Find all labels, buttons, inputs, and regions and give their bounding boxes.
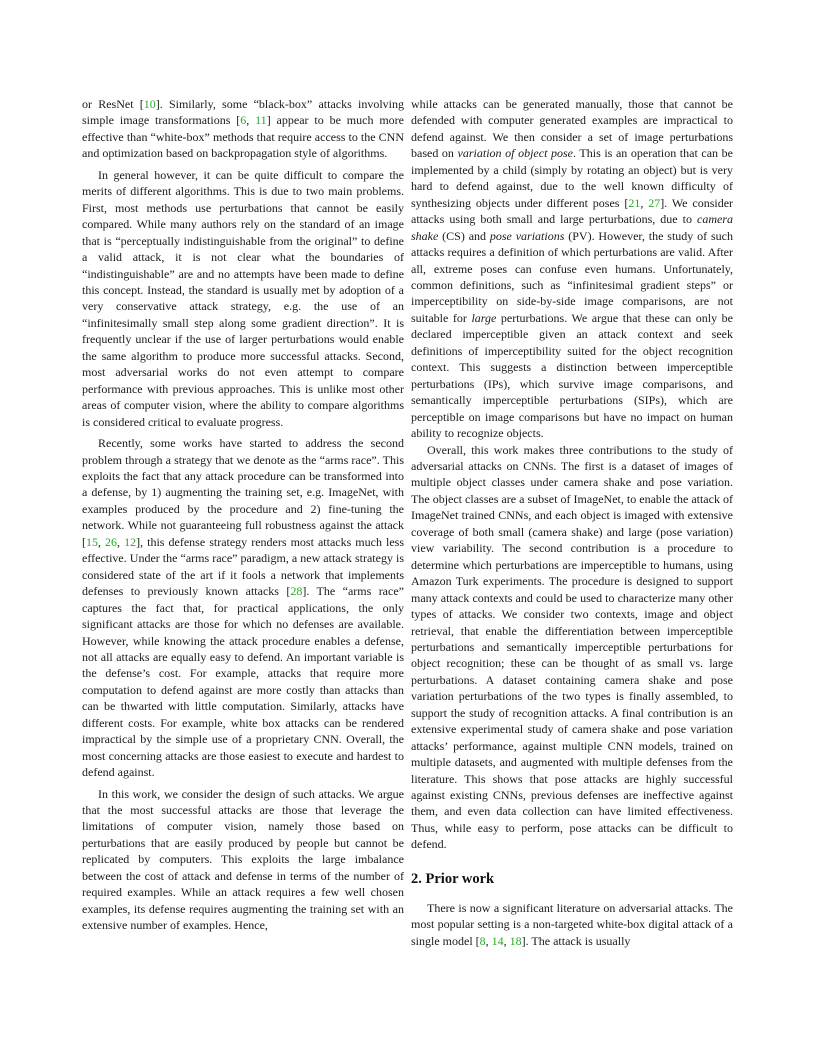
citation-link[interactable]: 12	[124, 534, 137, 549]
text-span: . This is an operation that can be implemented by a child (simply by rotating an object) but is very hard to defend against, due to the well known difficulty of synthesizing objects under different poses [	[411, 146, 733, 210]
paragraph-arms-race	[82, 435, 404, 781]
text-span: while attacks can be generated manually, those that cannot be defended with computer generated examples are impractical to defend against. We then consider a set of image perturbations based on	[411, 97, 733, 161]
text-span: ,	[117, 534, 125, 549]
emphasis-text: large	[471, 310, 497, 325]
text-span: ,	[640, 195, 649, 210]
citation-link[interactable]: 6	[240, 113, 247, 128]
text-span: ,	[98, 534, 106, 549]
text-span: ,	[485, 933, 492, 948]
section-heading: 2. Prior work	[411, 870, 495, 887]
paragraph-this-work: In this work, we consider the design of such attacks. We argue that the most successful attacks are those that leverage the limitations of computer vision, namely those based on perturbations that are easily produced by people but cannot be replicated by computers. This exploits the large imbalance between the cost of attack and defense in terms of the number of required examples. While an attack requires a few well chosen examples, its defense requires augmenting the training set with an extensive number of examples. Hence,	[82, 786, 404, 933]
text-span: ] appear to be much more effective than “white-box” methods that require access to the CNN and optimization based on backpropagation style of algorithms.	[82, 113, 404, 161]
citation-link[interactable]: 21	[628, 195, 641, 210]
right-column	[411, 96, 733, 949]
text-span: (CS) and	[438, 228, 490, 243]
citation-link[interactable]: 15	[86, 534, 98, 549]
text-span: ]. The “arms race” captures the fact that, for practical applications, the only significant attacks are those for which no defenses are available. However, while knowing the attack procedure enables a defense, not all attacks are equally easy to defend. An important variable is the defense’s cost. For example, attacks that require more computation to defend against are more costly than attacks than can be thwarted with little computation. Similarly, attacks have different costs. For example, white box attacks can be rendered impractical by the simple use of a proprietary CNN. Overall, the most concerning attacks are those easiest to execute and hardest to defend against.	[82, 584, 404, 780]
paragraph-contributions: Overall, this work makes three contributions to the study of adversarial attacks on CNNs. The first is a dataset of images of multiple object classes under camera shake and pose variation. The object classes are a subset of ImageNet, to enable the attack of ImageNet trained CNNs, and each object is imaged with extensive coverage of both small (camera shake) and large (pose variation) view variability. The second contribution is a procedure to determine which perturbations are imperceptible to humans, using Amazon Turk experiments. The procedure is designed to support many attack contexts and could be used to characterize many other types of attacks. We consider two contexts, image and object retrieval, that enable the differentiation between imperceptible perturbations and semantically imperceptible perturbations for object recognition; these can be thought of as small vs. large perturbations. A dataset containing camera shake and pose variation perturbations of the two types is finally assembled, to support the study of recognition attacks. A final contribution is an extensive experimental study of camera shake and pose variation attacks’ performance, against multiple CNN models, trained on multiple datasets, and augmented with multiple defenses from the literature. This shows that pose attacks are highly successful against existing CNNs, previous defenses are ineffective against them, and even data collection can have limited effectiveness. Thus, while easy to perform, pose attacks can be difficult to defend.	[411, 442, 733, 852]
citation-link[interactable]: 28	[290, 584, 303, 599]
citation-link[interactable]: 18	[509, 933, 522, 948]
text-span: ]. Similarly, some “black-box” attacks involving simple image transformations [	[82, 97, 404, 128]
emphasis-text: camera shake	[411, 212, 733, 243]
text-span: ], this defense strategy renders most attacks much less effective. Under the “arms race” paradigm, a new attack strategy is considered state of the art if it fools a network that implements defenses to previously known attacks [	[82, 534, 405, 599]
paragraph-prior-work	[411, 900, 733, 949]
text-span: perturbations. We argue that these can only be declared imperceptible given an attack context and seek definitions of imperceptibility suited for the object recognition context. This suggests a distinction between imperceptible perturbations (IPs), which survive image comparisons, and semantically imperceptible perturbations (SIPs), which are perceptible on image comparisons but have no impact on human ability to recognize objects.	[411, 310, 733, 441]
emphasis-text: variation of object pose	[457, 146, 574, 161]
paragraph-compare-merits: In general however, it can be quite difficult to compare the merits of different algorithms. This is due to two main problems. First, most methods use perturbations that cannot be easily compared. While many authors rely on the standard of an image that is “perceptually indistinguishable from the original” to define a valid attack, it is not clear what the boundaries of “indistinguishable” are and no attempts have been made to define this concept. Instead, the standard is usually met by adoption of a very conservative attack strategy, e.g. the use of an “infinitesimally small step along some gradient direction”. It is frequently unclear if the use of larger perturbations would enable the same algorithm to produce more successful attacks. Second, most adversarial works do not even attempt to compare performance with previous approaches. This is unlike most other areas of computer vision, where the ability to compare algorithms is considered critical to evaluate progress.	[82, 167, 404, 429]
citation-link[interactable]: 26	[105, 534, 118, 549]
citation-link[interactable]: 27	[648, 195, 661, 210]
citation-link[interactable]: 8	[479, 933, 486, 948]
text-span: ]. We consider attacks using both small and large perturbations, due to	[411, 195, 734, 227]
text-span: There is now a significant literature on adversarial attacks. The most popular setting is a non-targeted white-box digital attack of a single model [	[411, 900, 733, 948]
text-span: ]. The attack is usually	[521, 933, 631, 948]
citation-link[interactable]: 14	[491, 933, 504, 948]
left-column	[82, 96, 404, 934]
text-span: ,	[246, 113, 256, 128]
text-span: or ResNet [	[82, 97, 144, 111]
citation-link[interactable]: 11	[255, 113, 267, 128]
paragraph-resnet-blackbox	[82, 96, 404, 162]
text-span: (PV). However, the study of such attacks requires a definition of which perturbations are valid. After all, extreme poses can confuse even humans. Unfortunately, common definitions, such as “infinitesimal gradient steps” or imperceptibility on side-by-side image comparisons, are not suitable for	[411, 228, 733, 325]
emphasis-text: pose variations	[489, 228, 565, 243]
citation-link[interactable]: 10	[143, 97, 156, 111]
text-span: ,	[503, 933, 510, 948]
text-span: Recently, some works have started to address the second problem through a strategy that we denote as the “arms race”. This exploits the fact that any attack procedure can be transformed into a defense, by 1) augmenting the training set, e.g. ImageNet, with examples produced by the procedure and 2) fine-tuning the network. While not guaranteeing full robustness against the attack [	[82, 436, 404, 549]
paragraph-pose-variation	[411, 96, 733, 442]
